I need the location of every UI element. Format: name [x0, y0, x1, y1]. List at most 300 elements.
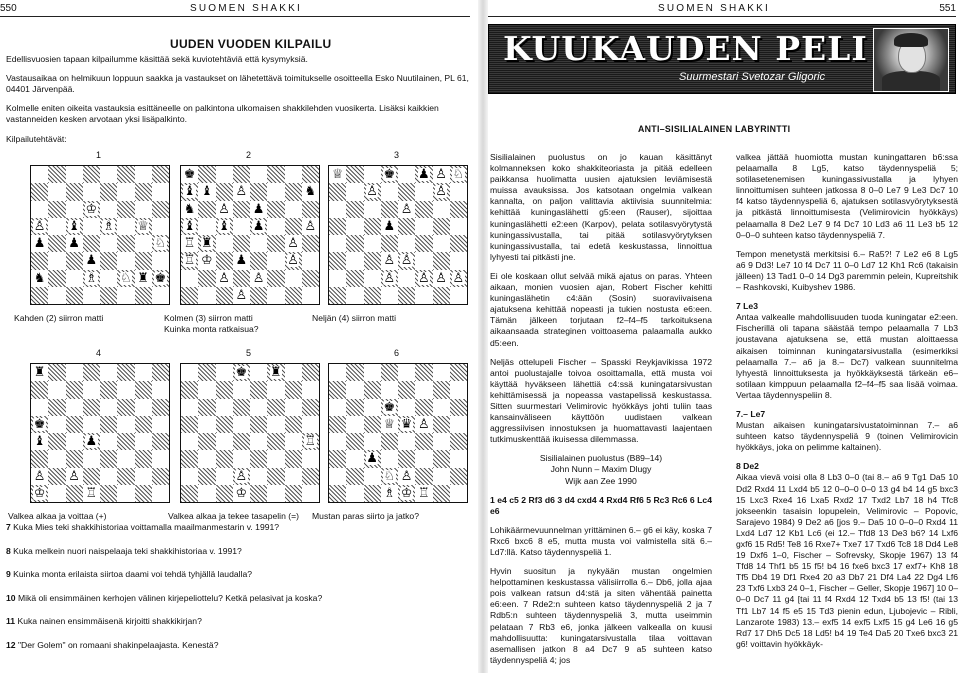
board-square [233, 433, 250, 450]
board-square [415, 468, 432, 485]
chess-piece: ♙ [33, 468, 46, 484]
board-square [450, 252, 467, 269]
board-square [285, 485, 302, 502]
board-square [267, 287, 284, 304]
board-square [181, 485, 198, 502]
board-square [152, 381, 169, 398]
board-square [66, 183, 83, 200]
board-square [381, 235, 398, 252]
board-square [100, 416, 117, 433]
board-square [302, 183, 319, 200]
board-square [398, 287, 415, 304]
board-square [381, 183, 398, 200]
board-square [135, 364, 152, 381]
board-square [135, 183, 152, 200]
board-square [100, 252, 117, 269]
board-square [48, 485, 65, 502]
board-square [198, 450, 215, 467]
board-square [198, 166, 215, 183]
board-square [415, 287, 432, 304]
board-square [83, 433, 100, 450]
board-square [66, 485, 83, 502]
chess-piece: ♘ [154, 236, 167, 252]
board-square [233, 218, 250, 235]
board-square [233, 252, 250, 269]
board-square [398, 433, 415, 450]
board-square [433, 468, 450, 485]
board-square [433, 183, 450, 200]
board-square [100, 270, 117, 287]
board-square [433, 252, 450, 269]
board-square [302, 364, 319, 381]
board-square [31, 450, 48, 467]
board-square [329, 270, 346, 287]
right-running-title: SUOMEN SHAKKI [658, 3, 770, 14]
board-square [66, 252, 83, 269]
board-square [267, 364, 284, 381]
board-square [233, 399, 250, 416]
board-square [216, 287, 233, 304]
board-square [100, 485, 117, 502]
board-square [135, 218, 152, 235]
board-square [302, 416, 319, 433]
board-square [216, 252, 233, 269]
board-square [181, 287, 198, 304]
question-item: 10 Mikä oli ensimmäinen kerhojen välinen kirjepeliottelu? Ketkä pelasivat ja koska? [6, 592, 323, 603]
board-square [398, 485, 415, 502]
chess-piece: ♘ [383, 468, 396, 484]
board-square [267, 433, 284, 450]
article-title: UUDEN VUODEN KILPAILU [170, 37, 332, 51]
chess-piece: ♗ [383, 485, 396, 501]
board-square [415, 450, 432, 467]
board-square [302, 468, 319, 485]
board-square [181, 235, 198, 252]
board-square [198, 468, 215, 485]
board-square [66, 235, 83, 252]
chess-piece: ♕ [383, 416, 396, 432]
move-heading: 8 De2 [736, 461, 759, 472]
chess-piece: ♙ [218, 201, 230, 217]
chess-diagram [328, 165, 468, 305]
board-square [381, 468, 398, 485]
board-square [450, 468, 467, 485]
board-square [100, 235, 117, 252]
board-square [381, 399, 398, 416]
chess-piece: ♞ [183, 201, 196, 217]
chess-piece: ♛ [400, 416, 413, 432]
board-square [250, 166, 267, 183]
chess-piece: ♖ [418, 485, 430, 501]
paragraph: Aikaa vievä voisi olla 8 Lb3 0–0 (tai 8.– a6 9 Tg1 Da5 10 Dd2 Rxd4 11 Lxd4 b5 12 0–0–0 0–0 13 g4 b4 14 g5 bxc3 15 Lxc3 Rxe4 16 Lxa5 Rxd2 17 Txd2 Lb7 18 h4 Tfc8 jokseenkin tasaisin lopupelein, Velimirovic – Popovic, Sarajevo 1984) 9 De2 a6 [jos 9.– Da5 10 0–0–0 Rxd4 11 Lxd4 Ld7 12 Kb1 Lc6 (ei 12.– Tfd8 13 De3 b6? 14 Lxf6 gxf6 15 Rd5! Te8 16 Rxe7+ Txe7 17 Txd6 Tc8 18 Dd4 Le8 19 Dxf6 1–0, Fischer – Sofrevsky, Skopje 1967) 13 f4 Tfd8 14 Thf1 b5 15 f5! b4 16 fxe6 bxc3 17 exf7+ Kh8 18 Tf5 Db4 19 Df1 Rxe4 20 a3 Db7 21 Df4 La4 22 Dg4 Lf6 23 Txf6 Lxb3 24 0–1, Fischer – Geller, Skopje 1967] 10 0–0–0 Dc7 11 g4 [tai 11 f4 Rxd4 12 Txd4 b5 13 f5! (tai 13 Tf1 Lb7 14 f5 e5 15 Td3 pienin edun, Ljubojevic – Ribli, Lanzarote 1983) 13.– exf5 14 exf5 Lxf5 15 g4 Le6 16 g5 Rd7 17 Dh5 Dc5 18 Ld5! b4 19 Te4 Da5 20 Txe6 bxc3 21 g6! voittavin hyökkäyk- [736, 472, 958, 649]
board-square [83, 485, 100, 502]
board-square [250, 201, 267, 218]
board-square [48, 235, 65, 252]
board-square [329, 433, 346, 450]
board-square [83, 218, 100, 235]
chess-diagram [180, 363, 320, 503]
chess-piece: ♝ [183, 218, 196, 234]
board-square [66, 270, 83, 287]
chess-piece: ♟ [85, 253, 98, 269]
board-square [31, 218, 48, 235]
board-square [66, 287, 83, 304]
chess-piece: ♜ [33, 365, 46, 381]
diagram-number: 3 [394, 150, 400, 160]
board-square [83, 381, 100, 398]
board-square [450, 166, 467, 183]
board-square [302, 270, 319, 287]
board-square [216, 485, 233, 502]
chess-piece: ♚ [383, 399, 396, 415]
board-square [181, 218, 198, 235]
board-square [216, 433, 233, 450]
board-square [135, 399, 152, 416]
board-square [216, 218, 233, 235]
board-square [48, 450, 65, 467]
board-square [250, 433, 267, 450]
board-square [302, 450, 319, 467]
board-square [233, 450, 250, 467]
board-square [364, 381, 381, 398]
board-square [152, 416, 169, 433]
board-square [364, 485, 381, 502]
chess-piece: ♙ [287, 236, 299, 252]
chess-piece: ♙ [252, 270, 265, 286]
board-square [433, 416, 450, 433]
question-item: 12 "Der Golem" on romaani shakinpelaajasta. Kenestä? [6, 639, 219, 650]
chess-piece: ♙ [435, 184, 447, 200]
board-square [285, 364, 302, 381]
board-square [233, 270, 250, 287]
banner-subtitle: Suurmestari Svetozar Gligoric [679, 71, 826, 83]
board-square [66, 433, 83, 450]
paragraph: Neljäs ottelupeli Fischer – Spasski Reykjavikissa 1972 antoi puolustajalle toivoa osoittamalla, että musta voi käyttää hyväkseen lähettiä c4:ssä kuningatarsivustan kehittämisessä ja nopeassa vastapelissä keskustassa. Sitten suurmestari Velimirovic hyökkäys johti tuliin taas kansainväliseen käyttöön uudistaen valkean aggressiivisen innostuksen ja huomattavasti laajentaen tutkimuskenttää ikuisessa dilemmassa. [490, 356, 712, 445]
board-square [31, 270, 48, 287]
board-square [100, 399, 117, 416]
board-square [285, 416, 302, 433]
board-square [48, 468, 65, 485]
board-square [83, 450, 100, 467]
board-square [329, 416, 346, 433]
board-square [233, 201, 250, 218]
board-square [267, 218, 284, 235]
board-square [364, 468, 381, 485]
board-square [346, 468, 363, 485]
board-square [346, 201, 363, 218]
board-square [398, 235, 415, 252]
board-square [302, 201, 319, 218]
board-square [285, 252, 302, 269]
chess-diagram [30, 363, 170, 503]
board-square [285, 183, 302, 200]
paragraph: Ei ole koskaan ollut selvää mikä ajatus on paras. Yhteen aikaan, monien vuosien ajan, Robert Fischer kehitti kuningaslähetin c4:ään (Sosin) suoraviivaisena ajatuksena kehittää nopeasti ja tukien nostusta e6:een. Tämän jälkeen torjutaan f2–f4–f5 tarkoituksena aikaansaada strateginen voittoasema palaamalla aukko d5:een. [490, 270, 712, 348]
board-square [152, 450, 169, 467]
board-square [346, 287, 363, 304]
board-square [285, 450, 302, 467]
board-square [117, 166, 134, 183]
board-square [216, 270, 233, 287]
board-square [100, 201, 117, 218]
board-square [381, 270, 398, 287]
board-square [415, 270, 432, 287]
board-square [433, 433, 450, 450]
board-square [346, 218, 363, 235]
board-square [329, 252, 346, 269]
board-square [450, 381, 467, 398]
board-square [364, 235, 381, 252]
board-square [100, 183, 117, 200]
board-square [117, 364, 134, 381]
board-square [100, 433, 117, 450]
board-square [66, 201, 83, 218]
chess-piece: ♙ [68, 468, 80, 484]
move-heading: 7 Le3 [736, 301, 758, 312]
chess-piece: ♕ [137, 218, 149, 234]
paragraph: valkea jättää huomiotta mustan kuningattaren b6:ssa pelaamalla 8 Lg5, katso täydennyspeliä 5; sotilasetenemisen kuningassivustalla ja lyhyen linnoittumisen suhteen jatkossa 8 0–0 Le7 9 Le3 Dc7 10 f4 katso täydennyspeliä 6, ajatuksen sotilasvyörytyksestä ja pitkästä linnoittumisesta (Velimirovicin hyökkäys) pelaamalla 8 De2 Le7 9 f4 Dc7 10 Ld3 a6 11 Le3 b5 12 0–0–0 suhteen katso täydennyspeliä 7. [736, 152, 958, 240]
board-square [135, 433, 152, 450]
board-square [181, 201, 198, 218]
game-header: Sisilialainen puolustus (B89–14) John Nunn – Maxim Dlugy Wijk aan Zee 1990 [539, 453, 663, 486]
chess-piece: ♘ [452, 167, 465, 183]
board-square [198, 416, 215, 433]
chess-piece: ♔ [400, 485, 413, 501]
board-square [250, 381, 267, 398]
board-square [398, 468, 415, 485]
board-square [285, 270, 302, 287]
chess-piece: ♟ [68, 236, 80, 252]
chess-piece: ♙ [400, 201, 413, 217]
board-square [83, 364, 100, 381]
board-square [381, 166, 398, 183]
board-square [83, 235, 100, 252]
board-square [117, 201, 134, 218]
board-square [364, 270, 381, 287]
board-square [450, 364, 467, 381]
board-square [198, 218, 215, 235]
board-square [135, 450, 152, 467]
board-square [398, 364, 415, 381]
board-square [329, 218, 346, 235]
paragraph: Sisilialainen puolustus on jo kauan käsittänyt kolmanneksen koko shakkiteoriasta ja pitää edelleen paikkansa huolimatta uusien ajatuksien leviämisestä muissa avauksissa. Jos katsotaan ongelmia valkean kannalta, on paljon valittavia aktiivisia suunnitelmia: kehittää kuningaslähetti g5:een (Rauser), sijoittaa kuningaslähetti e2:een (Karpov), pelata sotilasvyörytystä kuningassivustalla, tai pitää sotilasvyörytyksen kuningassivustalla, tai edetä keskustassa, linnoittua lyhyesti tai pitkästi jne. [490, 152, 712, 262]
board-square [329, 183, 346, 200]
board-square [267, 183, 284, 200]
board-square [152, 468, 169, 485]
board-square [329, 399, 346, 416]
board-square [433, 287, 450, 304]
board-square [250, 450, 267, 467]
board-square [83, 468, 100, 485]
chess-piece: ♔ [201, 253, 213, 269]
board-square [117, 399, 134, 416]
board-square [415, 218, 432, 235]
board-square [433, 381, 450, 398]
chess-piece: ♕ [331, 167, 344, 183]
chess-piece: ♔ [85, 201, 98, 217]
board-square [48, 183, 65, 200]
board-square [267, 468, 284, 485]
board-square [152, 485, 169, 502]
board-square [100, 364, 117, 381]
chess-piece: ♘ [120, 270, 132, 286]
chess-piece: ♚ [154, 270, 167, 286]
chess-piece: ♔ [235, 485, 248, 501]
board-square [48, 381, 65, 398]
board-square [364, 201, 381, 218]
board-square [285, 201, 302, 218]
board-square [346, 416, 363, 433]
board-square [48, 364, 65, 381]
board-square [433, 485, 450, 502]
chess-piece: ♙ [235, 468, 248, 484]
chess-piece: ♜ [270, 365, 282, 381]
board-square [216, 166, 233, 183]
board-square [364, 416, 381, 433]
board-square [48, 218, 65, 235]
board-square [433, 450, 450, 467]
board-square [31, 201, 48, 218]
chess-piece: ♙ [452, 270, 465, 286]
chess-piece: ♜ [137, 270, 149, 286]
question-item: 9 Kuinka monta erilaista siirtoa daami voi tehdä tyhjällä laudalla? [6, 569, 253, 580]
board-square [381, 433, 398, 450]
board-square [267, 166, 284, 183]
board-square [31, 468, 48, 485]
board-square [83, 201, 100, 218]
board-square [198, 381, 215, 398]
board-square [381, 485, 398, 502]
board-square [48, 270, 65, 287]
board-square [285, 218, 302, 235]
board-square [66, 381, 83, 398]
left-running-head [0, 2, 470, 17]
board-square [267, 399, 284, 416]
diagram-caption: Mustan paras siirto ja jatko? [312, 511, 419, 521]
board-square [329, 287, 346, 304]
diagram-number: 5 [246, 348, 252, 358]
board-square [250, 399, 267, 416]
board-square [450, 433, 467, 450]
board-square [181, 364, 198, 381]
board-square [415, 183, 432, 200]
chess-piece: ♟ [366, 451, 378, 467]
board-square [181, 270, 198, 287]
board-square [450, 270, 467, 287]
intro-paragraph: Kolmelle eniten oikeita vastauksia esittäneelle on palkintona ulkomaisen shakkilehden vuosikerta. Lisäksi kaikkien vastanneiden kesken arvotaan yksi lisäpalkinto. [6, 102, 439, 125]
board-square [267, 381, 284, 398]
board-square [415, 166, 432, 183]
board-square [250, 364, 267, 381]
board-square [415, 433, 432, 450]
board-square [433, 399, 450, 416]
board-square [135, 166, 152, 183]
chess-piece: ♖ [183, 236, 196, 252]
right-page-number: 551 [939, 3, 956, 14]
board-square [48, 201, 65, 218]
board-square [181, 450, 198, 467]
board-square [398, 416, 415, 433]
board-square [100, 166, 117, 183]
board-square [198, 270, 215, 287]
board-square [66, 364, 83, 381]
intro-paragraph: Vastausaikaa on helmikuun loppuun saakka ja vastaukset on lähetettävä toimitukselle osoitteella Esko Nuutilainen, PL 61, 04401 Järvenpää. [6, 72, 469, 95]
board-square [329, 485, 346, 502]
board-square [31, 399, 48, 416]
board-square [152, 218, 169, 235]
board-square [250, 252, 267, 269]
diagram-caption: Valkea alkaa ja voittaa (+) [8, 511, 107, 521]
board-square [233, 183, 250, 200]
board-square [250, 485, 267, 502]
board-square [181, 468, 198, 485]
section-title: ANTI–SISILIALAINEN LABYRINTTI [638, 124, 791, 134]
board-square [83, 416, 100, 433]
board-square [83, 270, 100, 287]
board-square [83, 166, 100, 183]
chess-piece: ♙ [218, 270, 230, 286]
board-square [381, 252, 398, 269]
board-square [364, 287, 381, 304]
board-square [346, 399, 363, 416]
board-square [302, 166, 319, 183]
game-moves: 1 e4 c5 2 Rf3 d6 3 d4 cxd4 4 Rxd4 Rf6 5 Rc3 Rc6 6 Lc4 e6 [490, 494, 712, 516]
question-item: 11 Kuka nainen ensimmäisenä kirjoitti shakkikirjan? [6, 616, 202, 627]
chess-piece: ♟ [418, 167, 430, 183]
chess-piece: ♖ [304, 434, 317, 450]
board-square [135, 485, 152, 502]
board-square [66, 416, 83, 433]
board-square [250, 270, 267, 287]
board-square [216, 201, 233, 218]
board-square [152, 287, 169, 304]
chess-piece: ♚ [183, 167, 196, 183]
board-square [181, 183, 198, 200]
board-square [285, 468, 302, 485]
board-square [216, 381, 233, 398]
board-square [100, 287, 117, 304]
board-square [216, 450, 233, 467]
board-square [364, 183, 381, 200]
board-square [198, 252, 215, 269]
chess-piece: ♙ [418, 270, 430, 286]
board-square [415, 235, 432, 252]
left-page-number: 550 [0, 3, 17, 14]
board-square [233, 468, 250, 485]
chess-piece: ♟ [252, 201, 265, 217]
board-square [152, 235, 169, 252]
diagram-number: 4 [96, 348, 102, 358]
board-square [100, 218, 117, 235]
diagram-number: 1 [96, 150, 102, 160]
board-square [117, 270, 134, 287]
board-square [198, 183, 215, 200]
board-square [329, 166, 346, 183]
board-square [117, 485, 134, 502]
board-square [346, 183, 363, 200]
board-square [66, 166, 83, 183]
board-square [66, 468, 83, 485]
chess-piece: ♙ [235, 184, 248, 200]
diagram-caption: Kolmen (3) siirron matti Kuinka monta ratkaisua? [164, 313, 259, 334]
question-item: 7 Kuka Mies teki shakkihistoriaa voittamalla maailmanmestarin v. 1991? [6, 522, 280, 532]
board-square [329, 364, 346, 381]
board-square [198, 364, 215, 381]
diagram-caption: Kahden (2) siirron matti [14, 313, 104, 323]
board-square [285, 399, 302, 416]
board-square [66, 399, 83, 416]
chess-piece: ♗ [85, 270, 98, 286]
board-square [198, 287, 215, 304]
